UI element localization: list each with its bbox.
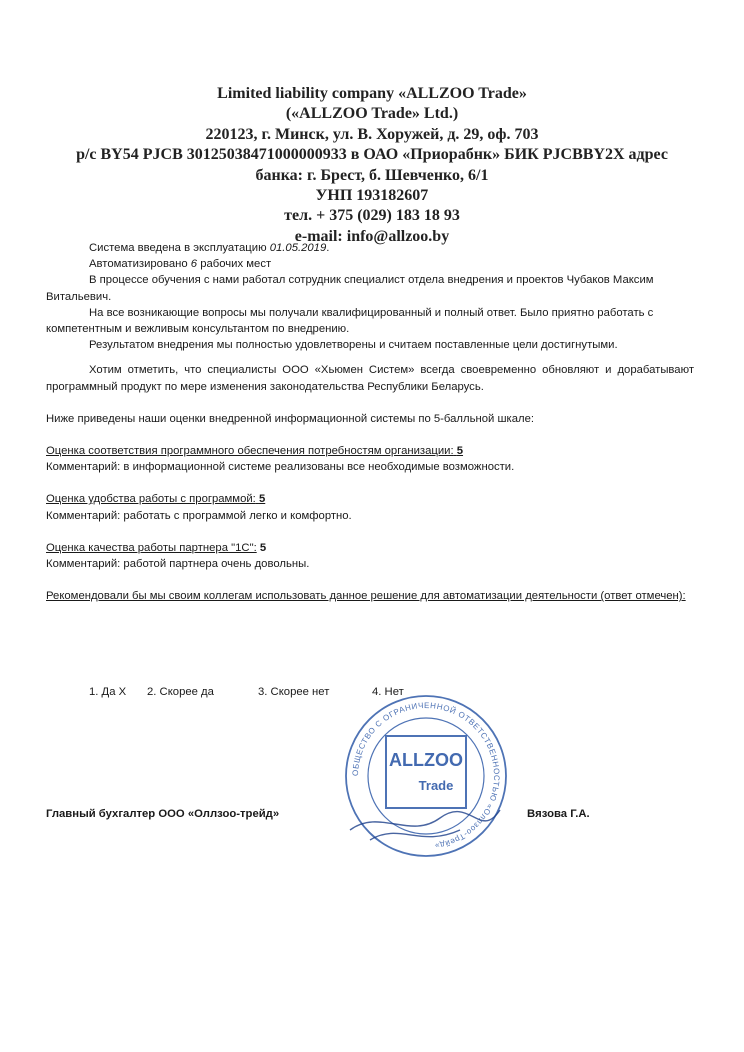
- workstation-count: 6: [190, 258, 198, 271]
- svg-text:ОБЩЕСТВО С ОГРАНИЧЕННОЙ ОТВЕТС: [351, 701, 501, 851]
- signatory-title: Главный бухгалтер ООО «Оллзоо-трейд»: [46, 808, 280, 820]
- stamp-ring-text: ОБЩЕСТВО С ОГРАНИЧЕННОЙ ОТВЕТСТВЕННОСТЬЮ «Оллзоо-Трейд»: [350, 700, 502, 851]
- rating-score: 5: [258, 493, 266, 506]
- rating-block-partner: [46, 540, 694, 572]
- company-name-short: («ALLZOO Trade» Ltd.): [285, 105, 459, 123]
- choice-rather-yes: 2. Скорее да: [147, 686, 214, 698]
- rating-label: Оценка качества работы партнера "1С":: [46, 541, 257, 554]
- rating-score: 5: [259, 541, 267, 554]
- paragraph-ratings-intro: Ниже приведены наши оценки внедренной информационной системы по 5-балльной шкале:: [46, 412, 535, 425]
- launch-date: 01.05.2019: [269, 242, 327, 254]
- rating-comment: Комментарий: в информационной системе реализованы все необходимые возможности.: [46, 461, 515, 474]
- rating-label: Оценка соответствия программного обеспечения потребностям организации:: [46, 445, 454, 458]
- letterhead: [40, 84, 704, 247]
- choice-no: 4. Нет: [372, 686, 404, 698]
- company-stamp: [340, 690, 512, 862]
- rating-label: Оценка удобства работы с программой:: [46, 493, 256, 506]
- bank-account: р/с BY54 PJCB 30125038471000000933 в ОАО «Приорабнк» БИК PJCBBY2X адрес: [76, 146, 668, 164]
- letter-body: [46, 240, 694, 604]
- rating-block-fit: [46, 443, 694, 475]
- bank-address: банка: г. Брест, б. Шевченко, 6/1: [255, 166, 489, 184]
- rating-comment: Комментарий: работой партнера очень довольны.: [46, 558, 310, 571]
- email: e-mail: info@allzoo.by: [294, 227, 450, 245]
- paragraph-result: Результатом внедрения мы полностью удовлетворены и считаем поставленные цели достигнутыми.: [89, 339, 618, 352]
- choice-rather-no: 3. Скорее нет: [258, 686, 330, 698]
- stamp-logo-top: ALLZOO: [389, 750, 463, 770]
- rating-comment: Комментарий: работать с программой легко и комфортно.: [46, 509, 352, 522]
- rating-block-usability: [46, 491, 694, 523]
- recommend-question: Рекомендовали бы мы своим коллегам использовать данное решение для автоматизации деятельности (ответ отмечен):: [46, 590, 686, 603]
- paragraph-support: На все возникающие вопросы мы получали квалифицированный и полный ответ. Было приятно работать с компетентным и вежливым консультантом по внедрению.: [46, 306, 654, 336]
- phone: тел. + 375 (029) 183 18 93: [284, 207, 460, 225]
- company-address: 220123, г. Минск, ул. В. Хоружей, д. 29, оф. 703: [205, 125, 539, 143]
- stamp-logo-bottom: Trade: [418, 778, 454, 793]
- choice-yes: 1. Да X: [89, 686, 127, 698]
- paragraph-updates: Хотим отметить, что специалисты ООО «Хьюмен Систем» всегда своевременно обновляют и дорабатывают программный продукт по мере изменения законодательства Республики Беларусь.: [46, 364, 694, 393]
- rating-score: 5: [456, 445, 464, 458]
- unp-number: УНП 193182607: [315, 187, 429, 205]
- paragraph-launch-date: Система введена в эксплуатацию 01.05.2019.: [89, 242, 330, 254]
- paragraph-workstations: Автоматизировано 6 рабочих мест: [89, 258, 272, 271]
- company-name: Limited liability company «ALLZOO Trade»: [217, 85, 527, 102]
- signatory-name: Вязова Г.А.: [527, 808, 590, 820]
- paragraph-training: В процессе обучения с нами работал сотрудник специалист отдела внедрения и проектов Чубаков Максим Витальевич.: [46, 274, 654, 303]
